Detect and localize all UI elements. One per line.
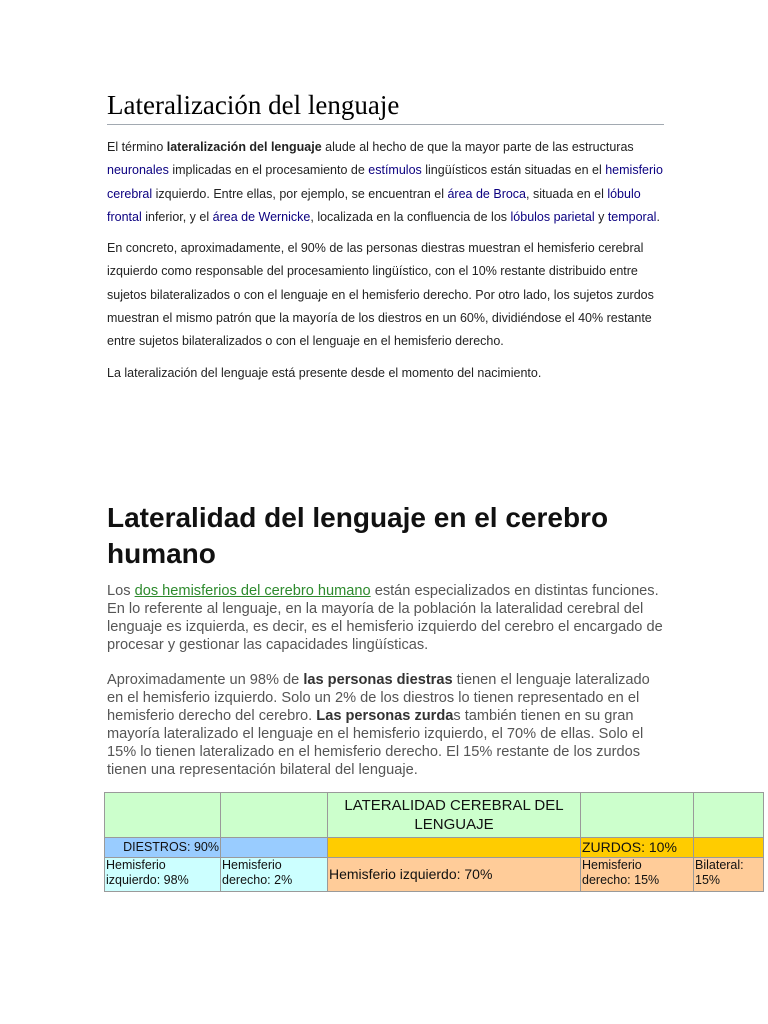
- text: implicadas en el procesamiento de: [168, 163, 369, 178]
- text: lingüísticos están situadas en el: [421, 163, 606, 178]
- text: El término: [107, 140, 167, 154]
- paragraph-concreto: En concreto, aproximadamente, el 90% de las personas diestras muestran el hemisferio cerebral izquierdo como responsable del procesamiento lingüístico, con el 10% restante distribuido entre sujetos bilateralizados o con el lenguaje en el hemisferio derecho. Por otro lado, los sujetos zurdos muestran el mismo patrón que la mayoría de los diestros en un 60%, dividiéndose el 40% restante entre sujetos bilateralizados o con el lenguaje en el hemisferio derecho.: [107, 241, 654, 349]
- table-header-row: [105, 793, 764, 838]
- text: tienen el lenguaje lateralizado en el hemisferio izquierdo. Solo un 2% de los diestros lo tienen representado en el hemisferio derecho del cerebro.: [107, 672, 650, 724]
- section-lateralidad: [107, 500, 667, 779]
- bold-term: lateralización del lenguaje: [166, 140, 322, 154]
- table-title: LATERALIDAD CEREBRAL DEL LENGUAJE: [328, 793, 581, 838]
- link-area-de-wernicke[interactable]: área de Wernicke: [212, 209, 311, 224]
- paragraph-porcentajes: [107, 671, 667, 779]
- link-lobulos-parietal[interactable]: lóbulos parietal: [510, 209, 595, 224]
- lateralidad-table: [104, 792, 764, 892]
- table-cell: [221, 838, 328, 858]
- text: Los: [107, 583, 135, 599]
- text: están especializados en distintas funciones. En lo referente al lenguaje, en la mayoría de la población la lateralidad cerebral del lenguaje es izquierda, es decir, es el hemisferio izquierdo del cerebro el encargado de procesar y gestionar las capacidades lingüísticas.: [107, 583, 663, 653]
- text: Aproximadamente un 98% de: [107, 672, 304, 688]
- table-cell: [694, 793, 764, 838]
- table-cell: [581, 793, 694, 838]
- zurdos-izquierdo-cell: Hemisferio izquierdo: 70%: [328, 858, 581, 892]
- paragraph-intro: [107, 136, 664, 229]
- section-heading: Lateralidad del lenguaje en el cerebro humano: [107, 502, 609, 569]
- paragraph-nacimiento: La lateralización del lenguaje está presente desde el momento del nacimiento.: [107, 365, 542, 380]
- table-group-row: [105, 838, 764, 858]
- text: .: [656, 209, 660, 224]
- section-heading: Lateralización del lenguaje: [107, 88, 664, 125]
- table-cell: [105, 793, 221, 838]
- text: inferior, y el: [141, 209, 213, 224]
- section-lateralizacion: [107, 88, 664, 385]
- zurdos-bilateral-cell: Bilateral: 15%: [694, 858, 764, 892]
- link-lobulo-frontal[interactable]: lóbulo frontal: [107, 186, 641, 224]
- link-hemisferio-cerebral[interactable]: hemisferio cerebral: [107, 163, 663, 201]
- link-area-de-broca[interactable]: área de Broca: [447, 186, 527, 201]
- table-cell: [221, 793, 328, 838]
- link-temporal[interactable]: temporal: [607, 209, 657, 224]
- text: s también tienen en su gran mayoría lateralizado el lenguaje en el hemisferio izquierdo, el 70% de ellas. Solo el 15% lo tienen lateralizado en el hemisferio derecho. El 15% restante de los zurdos tienen una representación bilateral del lenguaje.: [107, 708, 644, 778]
- link-neuronales[interactable]: neuronales: [107, 163, 169, 178]
- text: izquierdo. Entre ellas, por ejemplo, se encuentran el: [152, 186, 448, 201]
- text: , situada en el: [526, 186, 608, 201]
- paragraph-hemisferios: [107, 582, 667, 654]
- text: y: [594, 209, 608, 224]
- zurdos-cell: ZURDOS: 10%: [581, 838, 694, 858]
- diestros-izquierdo-cell: Hemisferio izquierdo: 98%: [105, 858, 221, 892]
- diestros-derecho-cell: Hemisferio derecho: 2%: [221, 858, 328, 892]
- table-cell: [694, 838, 764, 858]
- text: , localizada en la confluencia de los: [310, 209, 511, 224]
- diestros-cell: DIESTROS: 90%: [105, 838, 221, 858]
- link-estimulos[interactable]: estímulos: [368, 163, 422, 178]
- zurdos-derecho-cell: Hemisferio derecho: 15%: [581, 858, 694, 892]
- text: alude al hecho de que la mayor parte de las estructuras: [321, 140, 634, 154]
- table-cell: [328, 838, 581, 858]
- bold-diestras: las personas diestras: [303, 672, 453, 688]
- table-detail-row: [105, 858, 764, 892]
- bold-zurdas: Las personas zurda: [316, 708, 454, 724]
- link-dos-hemisferios[interactable]: dos hemisferios del cerebro humano: [134, 583, 371, 599]
